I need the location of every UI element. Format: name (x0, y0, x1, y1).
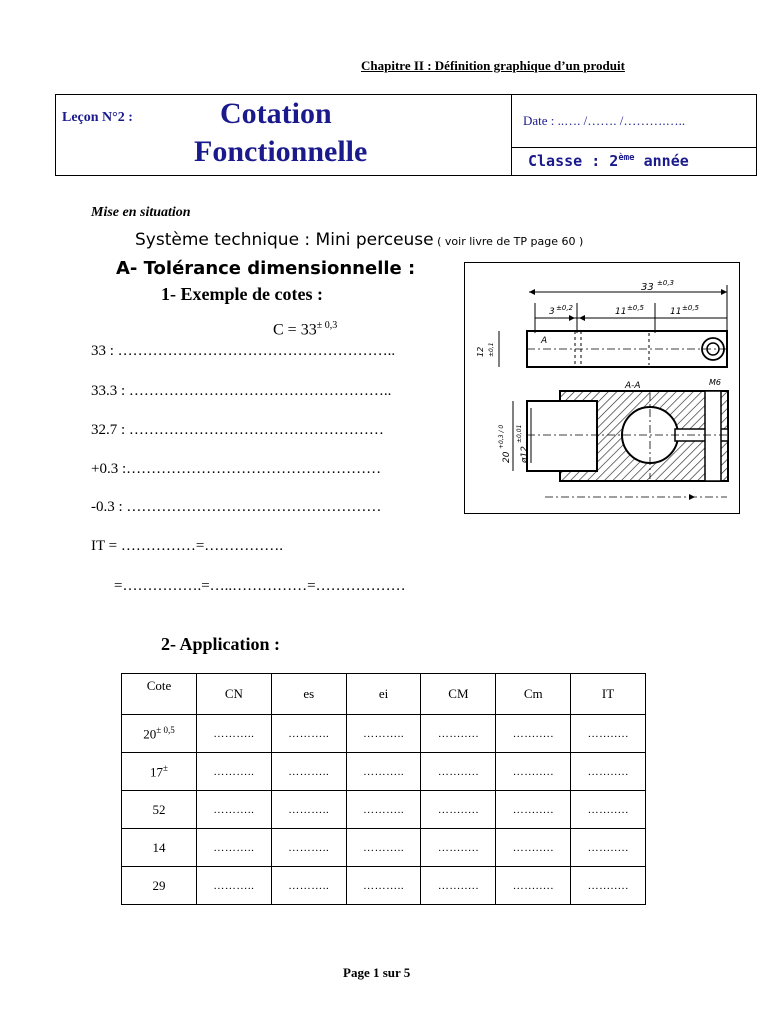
label-m6: M6 (709, 378, 721, 387)
systeme-note: ( voir livre de TP page 60 ) (433, 235, 584, 248)
table-header-row (122, 674, 646, 715)
date-field: Date : ..…. /……. /……….….. (523, 113, 686, 128)
answer-cell[interactable]: ……….. (271, 867, 346, 905)
answer-cell[interactable]: …….…. (571, 829, 646, 867)
cote-value: 20 (143, 726, 157, 742)
col-header-cm-lower: Cm (496, 674, 571, 715)
technical-drawing (464, 262, 740, 514)
answer-line-plus-0-3: +0.3 :…………………………………………… (91, 461, 382, 477)
answer-line-minus-0-3: -0.3 : …………………………………………… (91, 499, 382, 515)
header-divider (511, 95, 512, 175)
col-header-ei: ei (346, 674, 421, 715)
formula-base: C = 33 (273, 321, 317, 339)
cote-value: 17 (150, 764, 164, 780)
dim-11a-tol: ±0,5 (627, 304, 644, 312)
cote-cell (122, 715, 197, 753)
col-header-es: es (271, 674, 346, 715)
dim-20-tol: +0,3 / 0 (498, 424, 505, 449)
answer-cell[interactable]: ……….. (271, 753, 346, 791)
lesson-title-line1: Cotation (220, 97, 332, 130)
systeme-text: Système technique : Mini perceuse (135, 230, 434, 250)
chapter-title: Chapitre II : Définition graphique d’un produit (361, 58, 625, 73)
cote-cell (122, 791, 197, 829)
cote-value: 52 (152, 801, 166, 817)
answer-cell[interactable]: …….…. (571, 791, 646, 829)
answer-line-33: 33 : ……………………………………………….. (91, 343, 396, 359)
answer-cell[interactable]: …….…. (571, 867, 646, 905)
answer-cell[interactable]: ……….. (271, 791, 346, 829)
answer-cell[interactable]: …….…. (421, 867, 496, 905)
answer-cell[interactable]: …….…. (496, 753, 571, 791)
header-hline (511, 147, 757, 148)
answer-line-it-calc: =…………….=…..……………=……………… (114, 578, 406, 594)
answer-cell[interactable]: ……….. (346, 791, 421, 829)
col-header-it: IT (571, 674, 646, 715)
dim-11b-tol: ±0,5 (682, 304, 699, 312)
section-2-heading: 2- Application : (161, 634, 281, 654)
answer-line-33-3: 33.3 : …………………………………………….. (91, 383, 392, 399)
answer-cell[interactable]: ……….. (197, 715, 272, 753)
page-number: Page 1 sur 5 (343, 965, 411, 980)
answer-cell[interactable]: …….…. (421, 829, 496, 867)
answer-cell[interactable]: ……….. (346, 715, 421, 753)
dim-33-tol: ±0,3 (657, 279, 674, 287)
dim-d12-tol: ±0,01 (516, 424, 523, 443)
cote-cell (122, 753, 197, 791)
answer-cell[interactable]: ……….. (197, 867, 272, 905)
dim-12: 12 (476, 346, 485, 357)
technical-drawing-svg (465, 263, 739, 513)
answer-cell[interactable]: …….…. (496, 791, 571, 829)
cote-cell (122, 829, 197, 867)
dim-33: 33 (641, 282, 654, 293)
application-table (121, 673, 646, 905)
answer-cell[interactable]: ……….. (197, 753, 272, 791)
cote-sup: ± (163, 762, 168, 773)
dim-11a: 11 (615, 307, 627, 317)
answer-line-it: IT = ……………=……………. (91, 538, 284, 554)
answer-cell[interactable]: …….…. (496, 867, 571, 905)
label-aa: A-A (625, 381, 641, 391)
answer-cell[interactable]: ……….. (346, 753, 421, 791)
table-row (122, 715, 646, 753)
dim-20: 20 (502, 451, 512, 463)
table-row (122, 753, 646, 791)
dim-3: 3 (549, 307, 555, 317)
cote-cell (122, 867, 197, 905)
answer-cell[interactable]: ……….. (197, 829, 272, 867)
answer-cell[interactable]: ……….. (271, 829, 346, 867)
systeme-technique (135, 230, 583, 250)
answer-cell[interactable]: …….…. (421, 791, 496, 829)
mise-en-situation: Mise en situation (91, 205, 191, 220)
table-row (122, 829, 646, 867)
section-1-heading: 1- Exemple de cotes : (161, 284, 323, 304)
answer-cell[interactable]: ……….. (346, 867, 421, 905)
answer-cell[interactable]: …….…. (421, 715, 496, 753)
class-label (528, 152, 689, 170)
answer-cell[interactable]: …….…. (496, 829, 571, 867)
lesson-number: Leçon N°2 : (62, 110, 133, 125)
formula-tol: ± 0,3 (316, 320, 338, 331)
answer-cell[interactable]: …….…. (496, 715, 571, 753)
answer-cell[interactable]: ……….. (197, 791, 272, 829)
col-header-cote: Cote (122, 674, 197, 715)
cote-value: 29 (152, 877, 166, 893)
table-row (122, 791, 646, 829)
label-a: A (541, 336, 548, 346)
dim-d12: ø12 (520, 446, 530, 463)
class-suffix: année (634, 152, 689, 170)
lesson-header (55, 94, 757, 176)
class-sup: ème (618, 153, 635, 163)
answer-line-32-7: 32.7 : …………………………………………… (91, 422, 384, 438)
answer-cell[interactable]: …….…. (571, 715, 646, 753)
class-prefix: Classe : 2 (528, 152, 619, 170)
dim-12-tol: ±0,1 (488, 342, 495, 357)
answer-cell[interactable]: ……….. (271, 715, 346, 753)
section-a-heading: A- Tolérance dimensionnelle : (116, 258, 416, 279)
col-header-cn: CN (197, 674, 272, 715)
dim-3-tol: ±0,2 (556, 304, 573, 312)
dim-11b: 11 (670, 307, 682, 317)
tolerance-formula (273, 320, 337, 339)
cote-sup: ± 0,5 (156, 724, 175, 735)
answer-cell[interactable]: …….…. (421, 753, 496, 791)
lesson-title-line2: Fonctionnelle (194, 135, 368, 168)
table-row (122, 867, 646, 905)
answer-cell[interactable]: ……….. (346, 829, 421, 867)
answer-cell[interactable]: …….…. (571, 753, 646, 791)
col-header-cm-upper: CM (421, 674, 496, 715)
cote-value: 14 (152, 839, 166, 855)
